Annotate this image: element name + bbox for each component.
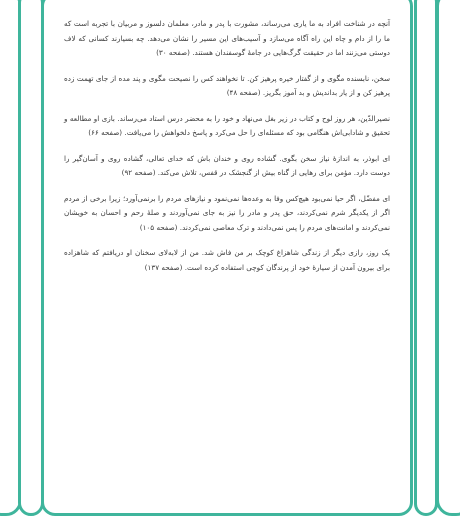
page-reference: (صفحه ۱۰۵) bbox=[139, 222, 178, 232]
page-reference: (صفحه ۴۸) bbox=[226, 88, 261, 97]
page-reference: (صفحه ۱۳۷) bbox=[144, 262, 183, 272]
paragraph-text: ای ابوذر، به اندازهٔ نیاز سخن بگوی. گشاده روی و خندان باش که خدای تعالی، گشاده روی و آسان‌گیر را دوست دارد. مؤمن برای رهایی از گناه بیش از گنجشک در قفس، تلاش می‌کند. bbox=[64, 153, 390, 177]
paragraph-text: سخن، نابسنده مگوی و از گفتار خیره پرهیز کن. تا نخواهند کس را نصیحت مگوی و پند مده از جای تهمت زده پرهیز کن و از یار بدانديش و بد آموز بگریز. bbox=[64, 73, 390, 97]
document-page bbox=[41, 0, 413, 516]
page-edge-right-outer bbox=[436, 0, 460, 516]
paragraph-text: ای مفضّل، اگر حیا نمی‌بود هیچ‌کس وفا به وعده‌ها نمی‌نمود و نیازهای مردم را برنمی‌آورد؛ زیرا برخی از مردم اگر از یکدیگر شرم نمی‌کردند، حق پدر و مادر را نیز به جای نمی‌آوردند و صلهٔ رحم و احسان به خویشان نمی‌کردند و امانت‌های مردم را پس نمی‌دادند و ترک معاصی نمی‌کردند. bbox=[64, 193, 390, 232]
paragraph-text: یک روز، رازی دیگر از زندگی شاهزاغ کوچک بر من فاش شد. من از لابه‌لای سخنان او دریافتم که شاهزاده برای بیرون آمدن از سیارهٔ خود از پرندگان کوچی استفاده کرده است. bbox=[64, 248, 390, 272]
paragraph-text: نصیرالدّین، هر روز لوح و کتاب در زیر بغل می‌نهاد و خود را به محضر درس استاد می‌رساند. بازی او مطالعه و تحقیق و شادابی‌اش هنگامی بود که مسئله‌ای را حل می‌کرد و پاسخ دلخواهش را می‌یافت. bbox=[64, 113, 390, 137]
page-content bbox=[64, 17, 390, 286]
page-reference: (صفحه ۹۲) bbox=[121, 168, 156, 177]
paragraph-5 bbox=[64, 192, 390, 236]
paragraph-4 bbox=[64, 152, 390, 181]
paragraph-6 bbox=[64, 246, 390, 275]
paragraph-2 bbox=[64, 72, 390, 101]
page-reference: (صفحه ۶۶) bbox=[88, 128, 123, 137]
page-edge-right-inner bbox=[414, 0, 438, 516]
paragraph-text: آنچه در شناخت افراد به ما یاری می‌رساند، مشورت با پدر و مادر، معلمان دلسوز و مربیان با تجربه است که ما را از دام و چاه این راه آگاه می‌سازد و آسیب‌های این مسیر را نشان می‌دهد. چه بسیارند کسانی که لاف دوستی می‌زنند اما در حقیقت گرگ‌هایی در جامهٔ گوسفندان هستند. bbox=[64, 19, 390, 57]
page-reference: (صفحه ۳۰) bbox=[156, 48, 190, 57]
paragraph-1 bbox=[64, 17, 390, 61]
paragraph-3 bbox=[64, 112, 390, 141]
